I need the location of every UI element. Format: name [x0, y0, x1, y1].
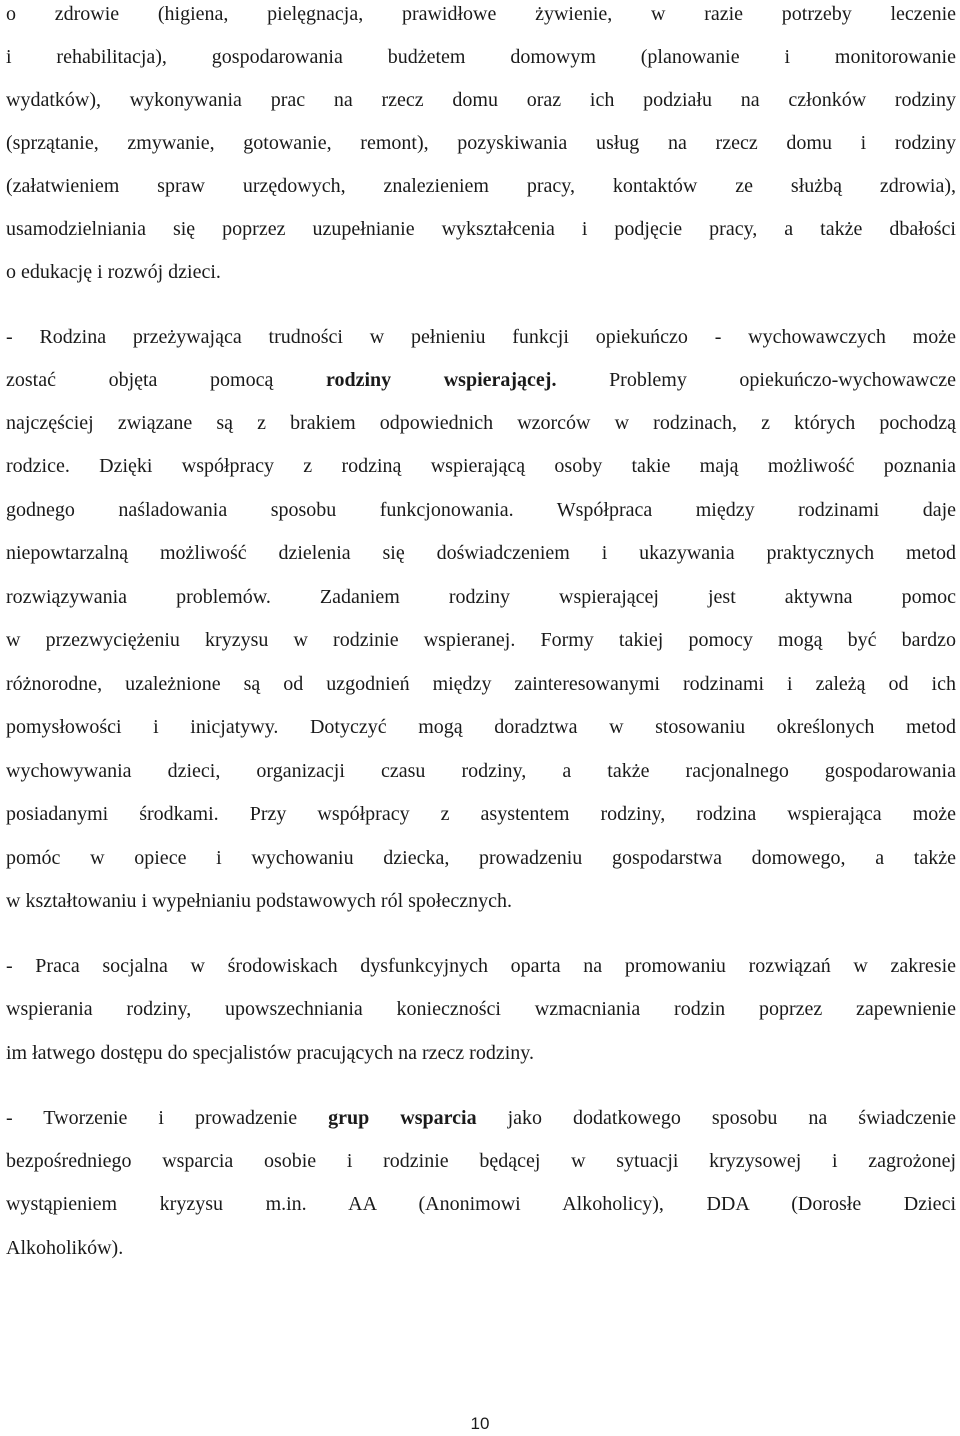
text-line: im łatwego dostępu do specjalistów pracujących na rzecz rodziny.	[6, 1042, 534, 1064]
text-line: pomóc w opiece i wychowaniu dziecka, prowadzeniu gospodarstwa domowego, a także	[6, 847, 956, 869]
text-line: Alkoholików).	[6, 1237, 124, 1259]
text-line: niepowtarzalną możliwość dzielenia się doświadczeniem i ukazywania praktycznych metod	[6, 542, 956, 564]
text-line: rozwiązywania problemów. Zadaniem rodziny wspierającej jest aktywna pomoc	[6, 586, 956, 608]
text-line: o zdrowie (higiena, pielęgnacja, prawidłowe żywienie, w razie potrzeby leczenie	[6, 3, 956, 25]
text-span: jako dodatkowego sposobu na świadczenie	[476, 1107, 957, 1129]
text-line: - Rodzina przeżywająca trudności w pełnieniu funkcji opiekuńczo - wychowawczych może	[6, 326, 956, 348]
text-line: różnorodne, uzależnione są od uzgodnień między zainteresowanymi rodzinami i zależą od ich	[6, 673, 956, 695]
text-span: zostać objęta pomocą	[6, 369, 326, 391]
bold-term: rodziny wspierającej.	[325, 369, 557, 391]
text-line	[6, 1104, 956, 1132]
text-line: wychowywania dzieci, organizacji czasu rodziny, a także racjonalnego gospodarowania	[6, 760, 956, 782]
text-line: - Praca socjalna w środowiskach dysfunkcyjnych oparta na promowaniu rozwiązań w zakresie	[6, 955, 956, 977]
text-line: wspierania rodziny, upowszechniania konieczności wzmacniania rodzin poprzez zapewnienie	[6, 998, 956, 1020]
bold-term: grup wsparcia	[328, 1107, 477, 1129]
text-line: najczęściej związane są z brakiem odpowiednich wzorców w rodzinach, z których pochodzą	[6, 412, 956, 434]
text-line: rodzice. Dzięki współpracy z rodziną wspierającą osoby takie mają możliwość poznania	[6, 455, 956, 477]
text-line: (sprzątanie, zmywanie, gotowanie, remont), pozyskiwania usług na rzecz domu i rodziny	[6, 132, 956, 154]
page-number: 10	[470, 1414, 490, 1433]
text-span: - Tworzenie i prowadzenie	[6, 1107, 329, 1129]
text-line: (załatwieniem spraw urzędowych, znalezieniem pracy, kontaktów ze służbą zdrowia),	[6, 175, 956, 197]
text-line: i rehabilitacja), gospodarowania budżetem domowym (planowanie i monitorowanie	[6, 46, 956, 68]
text-span: Problemy opiekuńczo-wychowawcze	[556, 369, 956, 391]
text-line: wystąpieniem kryzysu m.in. AA (Anonimowi Alkoholicy), DDA (Dorosłe Dzieci	[6, 1193, 956, 1215]
text-line	[6, 366, 956, 394]
text-line: bezpośredniego wsparcia osobie i rodzinie będącej w sytuacji kryzysowej i zagrożonej	[6, 1150, 956, 1172]
text-line: pomysłowości i inicjatywy. Dotyczyć mogą doradztwa w stosowaniu określonych metod	[6, 716, 956, 738]
text-line: o edukację i rozwój dzieci.	[6, 261, 221, 283]
text-line: w przezwyciężeniu kryzysu w rodzinie wspieranej. Formy takiej pomocy mogą być bardzo	[6, 629, 956, 651]
text-line: usamodzielniania się poprzez uzupełnianie wykształcenia i podjęcie pracy, a także dbałości	[6, 218, 956, 240]
text-line: posiadanymi środkami. Przy współpracy z asystentem rodziny, rodzina wspierająca może	[6, 803, 956, 825]
text-line: godnego naśladowania sposobu funkcjonowania. Współpraca między rodzinami daje	[6, 499, 956, 521]
text-line: wydatków), wykonywania prac na rzecz domu oraz ich podziału na członków rodziny	[6, 89, 956, 111]
text-line: w kształtowaniu i wypełnianiu podstawowych ról społecznych.	[6, 890, 512, 912]
